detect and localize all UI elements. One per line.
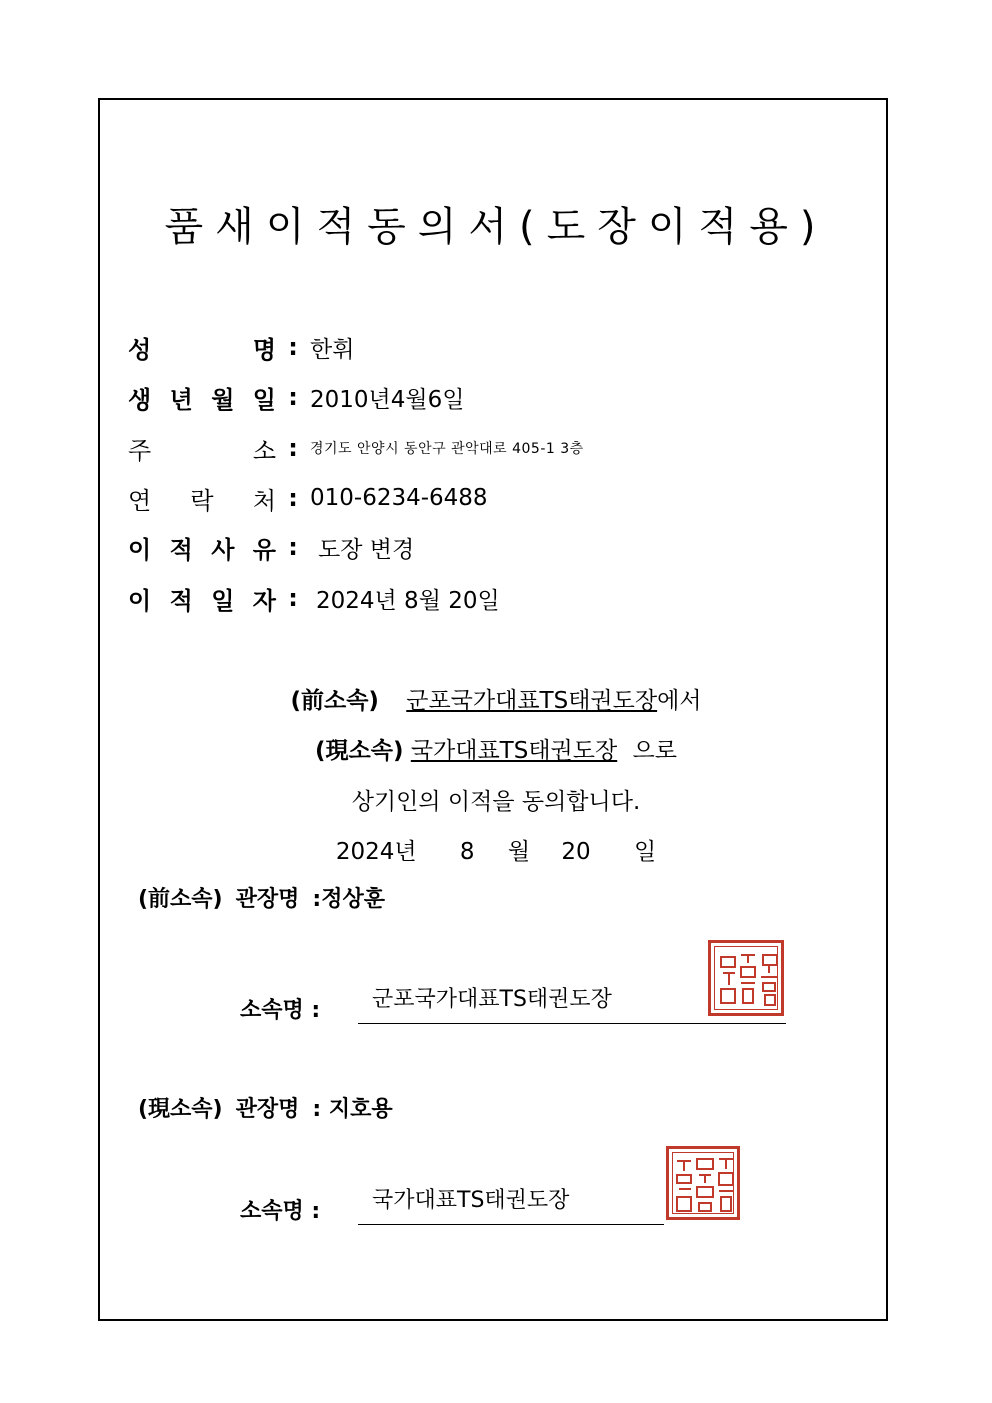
transfer-from-line — [0, 682, 992, 715]
field-contact: 연 락 처 : 010-6234-6488 — [128, 481, 488, 515]
document-title: 품새이적동의서(도장이적용) — [164, 204, 828, 250]
transfer-to-line — [0, 732, 992, 765]
curr-gym-seal-icon — [666, 1146, 740, 1220]
field-name-label: 성 명 — [128, 335, 276, 364]
field-date: 이 적 일 자 : 2024년 8월 20일 — [128, 581, 500, 615]
field-name: 성 명 : 한휘 — [128, 330, 354, 364]
prev-gym-name: 군포국가대표TS태권도장 — [406, 688, 658, 714]
field-contact-value: 010-6234-6488 — [310, 485, 488, 511]
prev-director-name: :정상훈 — [312, 887, 385, 912]
field-birth-label: 생 년 월 일 — [128, 385, 276, 414]
field-address-label: 주 소 — [128, 436, 276, 465]
field-name-value: 한휘 — [310, 336, 355, 363]
field-date-label: 이 적 일 자 — [128, 586, 276, 615]
field-address-value: 경기도 안양시 동안구 관악대로 405-1 3층 — [310, 441, 584, 457]
curr-director-name: : 지호용 — [312, 1097, 393, 1122]
from-suffix: 에서 — [657, 688, 702, 714]
consent-statement: 상기인의 이적을 동의합니다. — [351, 789, 641, 815]
field-birth-value: 2010년4월6일 — [310, 386, 465, 413]
curr-org-label: 소속명 : — [240, 1199, 321, 1224]
prev-director-line: (前소속) 관장명 :정상훈 — [138, 887, 385, 912]
prev-gym-seal-icon — [708, 940, 784, 1016]
curr-affiliation-tag: (現소속) — [315, 738, 404, 764]
prev-org-name: 군포국가대표TS태권도장 — [358, 982, 786, 1024]
field-birth: 생 년 월 일 : 2010년4월6일 — [128, 380, 464, 414]
prev-affiliation-tag: (前소속) — [290, 688, 379, 714]
prev-org-row — [240, 982, 786, 1024]
curr-director-line: (現소속) 관장명 : 지호용 — [138, 1097, 393, 1122]
curr-gym-name: 국가대표TS태권도장 — [410, 738, 618, 764]
curr-org-row — [240, 1183, 664, 1225]
prev-org-label: 소속명 : — [240, 998, 321, 1023]
curr-org-name: 국가대표TS태권도장 — [358, 1183, 664, 1225]
field-reason-value: 도장 변경 — [318, 536, 415, 563]
field-reason: 이 적 사 유 : 도장 변경 — [128, 530, 414, 564]
consent-date: 2024년 8 월 20 일 — [335, 839, 657, 865]
field-contact-label: 연 락 처 — [128, 486, 276, 515]
field-address: 주 소 : 경기도 안양시 동안구 관악대로 405-1 3층 — [128, 431, 584, 465]
to-suffix: 으로 — [632, 738, 677, 764]
field-date-value: 2024년 8월 20일 — [316, 587, 500, 614]
field-reason-label: 이 적 사 유 — [128, 535, 276, 564]
